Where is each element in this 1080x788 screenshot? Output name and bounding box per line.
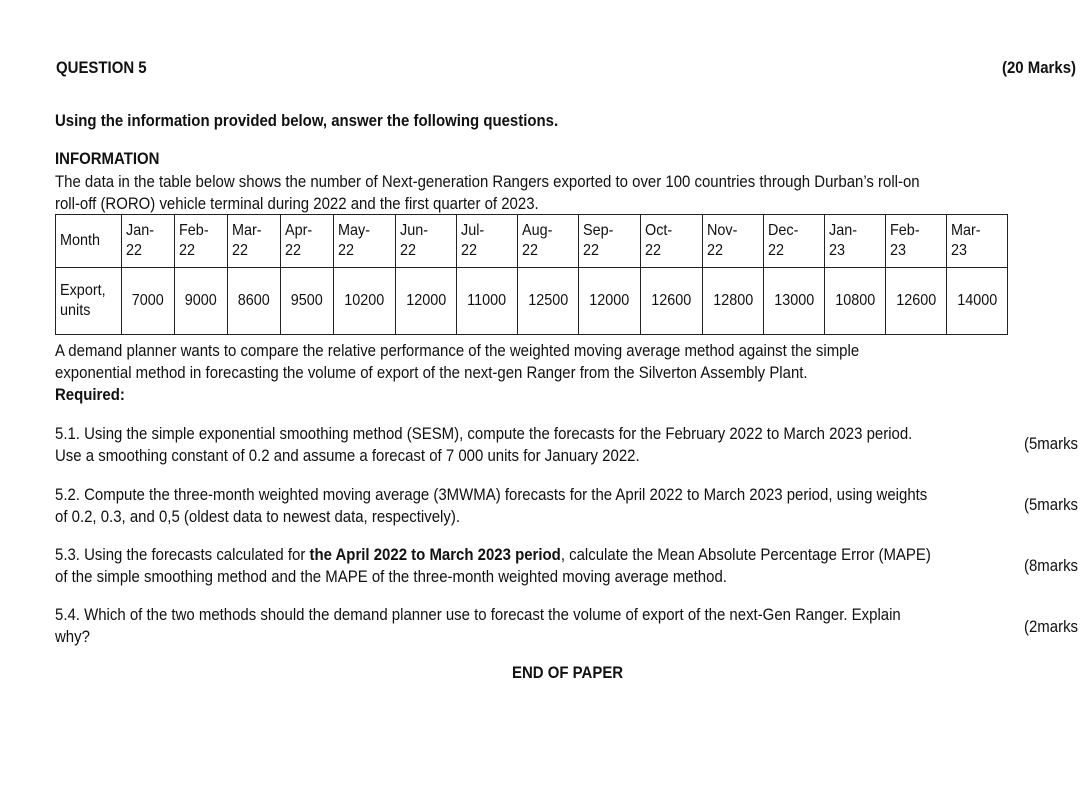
question-5-4-line-2: why? — [55, 627, 90, 646]
information-line-1: The data in the table below shows the number of Next-generation Rangers exported to over 100 countries through Durban’s roll-on — [55, 172, 920, 191]
export-table — [55, 214, 1008, 335]
planner-line-2: exponential method in forecasting the volume of export of the next-gen Ranger from the Silverton Assembly Plant. — [55, 363, 808, 382]
question-title: QUESTION 5 — [56, 58, 147, 77]
question-5-4-marks: (2marks — [1024, 617, 1079, 636]
month-cell: Jan- 23 — [825, 215, 886, 268]
question-5-2-marks: (5marks — [1024, 495, 1079, 514]
question-marks: (20 Marks) — [1002, 58, 1077, 77]
export-cell: 14000 — [947, 268, 1008, 335]
question-5-2-line-2: of 0.2, 0.3, and 0,5 (oldest data to newest data, respectively). — [55, 507, 461, 526]
question-5-1-marks: (5marks — [1024, 434, 1079, 453]
month-cell: Jun- 22 — [396, 215, 457, 268]
export-cell: 10800 — [825, 268, 886, 335]
export-cell: 9500 — [281, 268, 334, 335]
question-5-3-line-1-post: , calculate the Mean Absolute Percentage Error (MAPE) — [560, 545, 931, 564]
export-cell: 12800 — [703, 268, 764, 335]
question-5-3-marks: (8marks — [1024, 556, 1079, 575]
required-label: Required: — [55, 385, 125, 404]
export-cell: 12600 — [641, 268, 703, 335]
month-cell: Apr- 22 — [281, 215, 334, 268]
month-cell: May- 22 — [334, 215, 396, 268]
question-5-1-line-2: Use a smoothing constant of 0.2 and assume a forecast of 7 000 units for January 2022. — [55, 446, 640, 465]
instruction-text: Using the information provided below, answer the following questions. — [55, 111, 559, 130]
month-cell: Mar- 23 — [947, 215, 1008, 268]
month-cell: Jan- 22 — [122, 215, 175, 268]
table-row-export — [56, 268, 1008, 335]
information-heading: INFORMATION — [55, 149, 160, 168]
question-5-3-period-emphasis: the April 2022 to March 2023 period — [309, 545, 561, 564]
export-cell: 13000 — [764, 268, 825, 335]
month-cell: Aug- 22 — [518, 215, 579, 268]
export-header-cell: Export, units — [56, 268, 122, 335]
export-cell: 12000 — [396, 268, 457, 335]
information-line-2: roll-off (RORO) vehicle terminal during 2022 and the first quarter of 2023. — [55, 194, 539, 213]
month-cell: Dec- 22 — [764, 215, 825, 268]
export-cell: 12000 — [579, 268, 641, 335]
question-5-3-line-1-pre: 5.3. Using the forecasts calculated for — [55, 545, 310, 564]
month-cell: Feb- 22 — [175, 215, 228, 268]
month-cell: Oct- 22 — [641, 215, 703, 268]
question-5-1-line-1: 5.1. Using the simple exponential smoothing method (SESM), compute the forecasts for the February 2022 to March 2023 period. — [55, 424, 913, 443]
month-cell: Jul- 22 — [457, 215, 518, 268]
end-of-paper: END OF PAPER — [512, 663, 624, 682]
export-cell: 10200 — [334, 268, 396, 335]
planner-line-1: A demand planner wants to compare the relative performance of the weighted moving average method against the simple — [55, 341, 860, 360]
export-cell: 11000 — [457, 268, 518, 335]
question-5-3-line-1 — [55, 544, 931, 566]
month-cell: Mar- 22 — [228, 215, 281, 268]
export-cell: 8600 — [228, 268, 281, 335]
question-5-2-line-1: 5.2. Compute the three-month weighted moving average (3MWMA) forecasts for the April 2022 to March 2023 period, using weights — [55, 485, 928, 504]
table-row-month — [56, 215, 1008, 268]
month-cell: Nov- 22 — [703, 215, 764, 268]
month-cell: Feb- 23 — [886, 215, 947, 268]
question-5-4-line-1: 5.4. Which of the two methods should the demand planner use to forecast the volume of export of the next-Gen Ranger. Explain — [55, 605, 901, 624]
month-cell: Sep- 22 — [579, 215, 641, 268]
export-cell: 12600 — [886, 268, 947, 335]
export-cell: 12500 — [518, 268, 579, 335]
month-header-cell: Month — [56, 215, 122, 268]
export-cell: 9000 — [175, 268, 228, 335]
export-cell: 7000 — [122, 268, 175, 335]
question-5-3-line-2: of the simple smoothing method and the MAPE of the three-month weighted moving average method. — [55, 567, 727, 586]
